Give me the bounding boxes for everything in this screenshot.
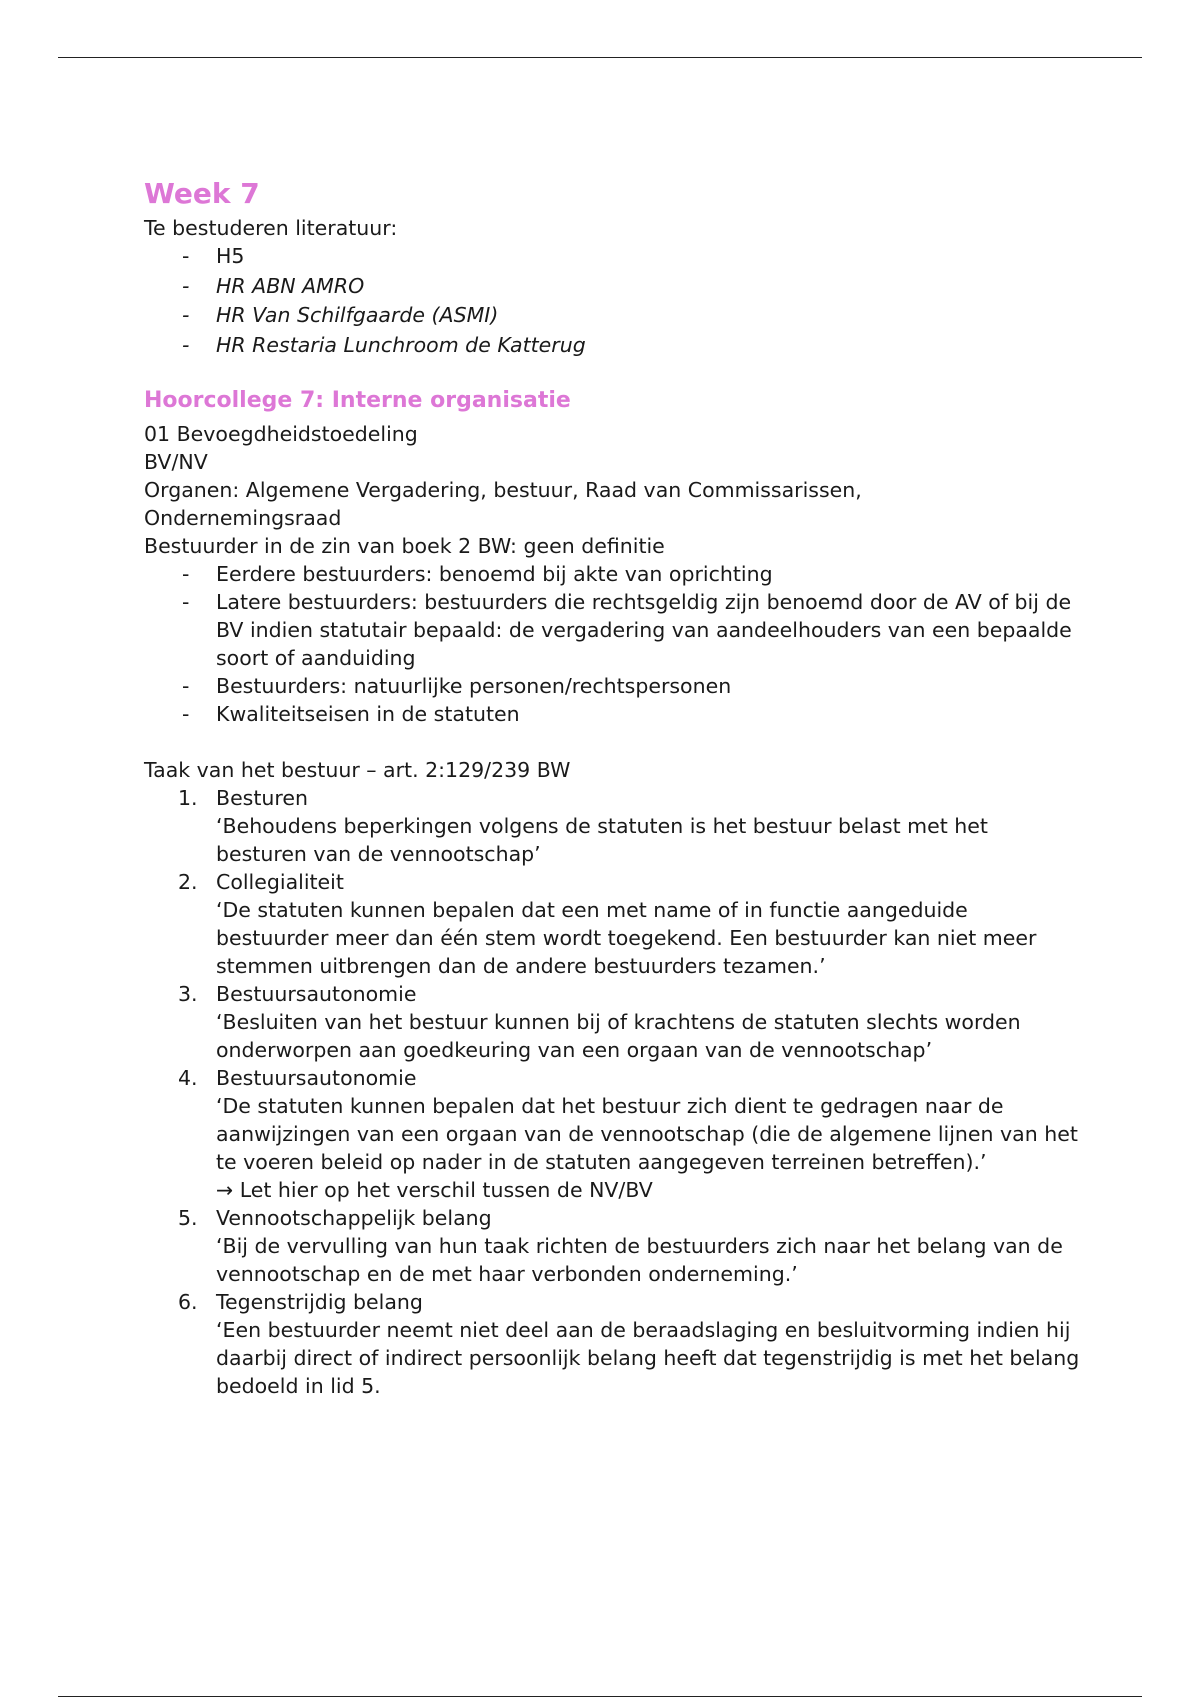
lecture-heading: Hoorcollege 7: Interne organisatie: [144, 388, 571, 413]
task-number: 1.: [178, 786, 198, 810]
task-number: 5.: [178, 1206, 198, 1230]
task-quote: ‘De statuten kunnen bepalen dat het bestuur zich dient te gedragen naar de aanwijzingen van een orgaan van de vennootschap (die de algemene lijnen van het te voeren beleid op nader in de statuten aangegeven terreinen betreffen).’: [216, 1094, 1078, 1174]
task-item: [144, 980, 1084, 1064]
literature-item: - HR Van Schilfgaarde (ASMI): [144, 301, 1084, 331]
task-title: Vennootschappelijk belang: [216, 1206, 492, 1230]
task-quote: ‘De statuten kunnen bepalen dat een met name of in functie aangeduide bestuurder meer dan één stem wordt toegekend. Een bestuurder kan niet meer stemmen uitbrengen dan de andere bestuurders tezamen.’: [216, 898, 1037, 978]
task-item: [144, 784, 1084, 868]
literature-item: - H5: [144, 242, 1084, 272]
task-number: 3.: [178, 982, 198, 1006]
tasks-heading: Taak van het bestuur – art. 2:129/239 BW: [144, 758, 571, 782]
task-item: [144, 1064, 1084, 1204]
task-title: Collegialiteit: [216, 870, 344, 894]
task-item: [144, 868, 1084, 980]
task-quote: ‘Behoudens beperkingen volgens de statuten is het bestuur belast met het besturen van de vennootschap’: [216, 814, 988, 866]
task-note: → Let hier op het verschil tussen de NV/BV: [216, 1178, 653, 1202]
task-item: [144, 1288, 1084, 1400]
director-point: - Bestuurders: natuurlijke personen/rechtspersonen: [144, 672, 1084, 700]
literature-item: - HR ABN AMRO: [144, 272, 1084, 302]
section-title: 01 Bevoegdheidstoedeling: [144, 422, 418, 446]
tasks-list: [144, 784, 1084, 1400]
task-quote: ‘Een bestuurder neemt niet deel aan de beraadslaging en besluitvorming indien hij daarbij direct of indirect persoonlijk belang heeft dat tegenstrijdig is met het belang bedoeld in lid 5.: [216, 1318, 1080, 1398]
entity-label: BV/NV: [144, 450, 208, 474]
director-points-list: [144, 560, 1084, 728]
task-title: Tegenstrijdig belang: [216, 1290, 423, 1314]
page-title: Week 7: [144, 177, 260, 210]
document-body: [144, 176, 1084, 1400]
literature-list: [144, 242, 1084, 360]
task-title: Bestuursautonomie: [216, 982, 417, 1006]
bottom-rule: [58, 1696, 1142, 1697]
literature-item: - HR Restaria Lunchroom de Katterug: [144, 331, 1084, 361]
task-number: 2.: [178, 870, 198, 894]
director-point: - Kwaliteitseisen in de statuten: [144, 700, 1084, 728]
director-definition: Bestuurder in de zin van boek 2 BW: geen definitie: [144, 534, 665, 558]
director-point: - Latere bestuurders: bestuurders die rechtsgeldig zijn benoemd door de AV of bij de BV indien statutair bepaald: de vergadering van aandeelhouders van een bepaalde soort of aanduiding: [144, 588, 1084, 672]
organs-text: Organen: Algemene Vergadering, bestuur, Raad van Commissarissen, Ondernemingsraad: [144, 478, 862, 530]
top-rule: [58, 57, 1142, 58]
task-quote: ‘Bij de vervulling van hun taak richten de bestuurders zich naar het belang van de vennootschap en de met haar verbonden onderneming.’: [216, 1234, 1063, 1286]
task-title: Besturen: [216, 786, 308, 810]
task-item: [144, 1204, 1084, 1288]
task-number: 6.: [178, 1290, 198, 1314]
director-point: - Eerdere bestuurders: benoemd bij akte van oprichting: [144, 560, 1084, 588]
literature-intro: Te bestuderen literatuur:: [144, 216, 398, 240]
task-title: Bestuursautonomie: [216, 1066, 417, 1090]
task-number: 4.: [178, 1066, 198, 1090]
task-quote: ‘Besluiten van het bestuur kunnen bij of krachtens de statuten slechts worden onderworpen aan goedkeuring van een orgaan van de vennootschap’: [216, 1010, 1021, 1062]
